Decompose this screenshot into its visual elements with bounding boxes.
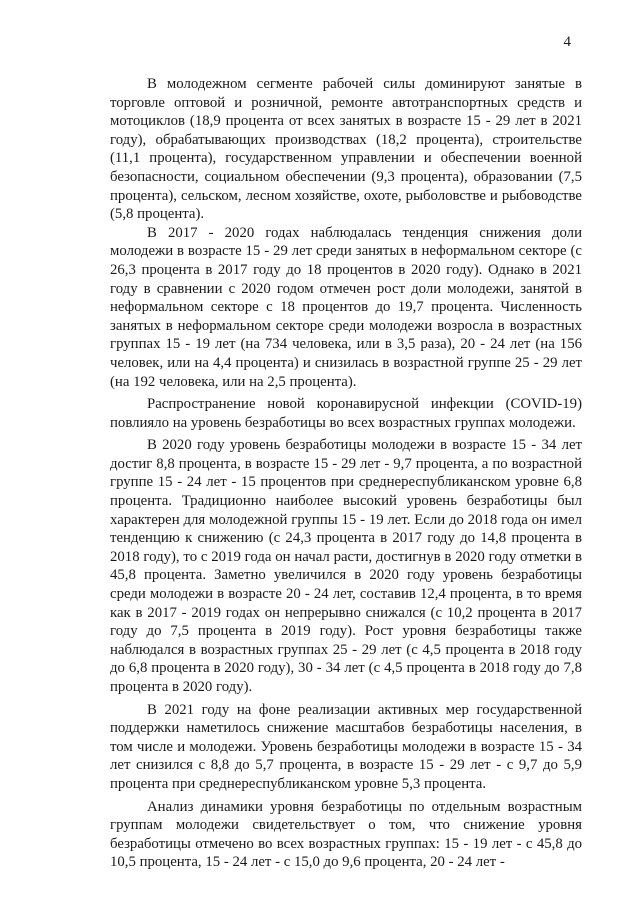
paragraph-unemployment-2020: В 2020 году уровень безработицы молодежи в возрасте 15 - 34 лет достиг 8,8 процента, в возрасте 15 - 29 лет - 9,7 процента, а по возрастной группе 15 - 24 лет - 15 процентов при среднереспубликанском уровне 6,8 процента. Традиционно наиболее высокий уровень безработицы был характерен для молодежной группы 15 - 19 лет. Если до 2018 года он имел тенденцию к снижению (с 24,3 процента в 2017 году до 14,8 процента в 2018 году), то с 2019 года он начал расти, достигнув в 2020 году отметки в 45,8 процента. Заметно увеличился в 2020 году уровень безработицы среди молодежи в возрасте 20 - 24 лет, составив 12,4 процента, в то время как в 2017 - 2019 годах он непрерывно снижался (с 10,2 процента в 2017 году до 7,5 процента в 2019 году). Рост уровня безработицы также наблюдался в возрастных группах 25 - 29 лет (с 4,5 процента в 2018 году до 6,8 процента в 2020 году), 30 - 34 лет (с 4,5 процента в 2018 году до 7,8 процента в 2020 году).	[110, 437, 582, 695]
paragraph-informal-sector: В 2017 - 2020 годах наблюдалась тенденция снижения доли молодежи в возрасте 15 - 29 лет среди занятых в неформальном секторе (с 26,3 процента в 2017 году до 18 процентов в 2020 году). Однако в 2021 году в сравнении с 2020 годом отмечен рост доли молодежи, занятой в неформальном секторе с 18 процентов до 19,7 процента. Численность занятых в неформальном секторе среди молодежи возросла в возрастных группах 15 - 19 лет (на 734 человека, или в 3,5 раза), 20 - 24 лет (на 156 человек, или на 4,4 процента) и снизилась в возрастной группе 25 - 29 лет (на 192 человека, или на 2,5 процента).	[110, 224, 582, 390]
paragraph-youth-employment-sectors: В молодежном сегменте рабочей силы доминируют занятые в торговле оптовой и розничной, ремонте автотранспортных средств и мотоциклов (18,9 процента от всех занятых в возрасте 15 - 29 лет в 2021 году), обрабатывающих производствах (18,2 процента), строительстве (11,1 процента), государственном управлении и обеспечении военной безопасности, социальном обеспечении (9,3 процента), образовании (7,5 процента), сельском, лесном хозяйстве, охоте, рыболовстве и рыбоводстве (5,8 процента).	[110, 76, 582, 223]
document-body	[110, 75, 582, 872]
page-number: 4	[563, 34, 571, 50]
paragraph-age-group-analysis: Анализ динамики уровня безработицы по отдельным возрастным группам молодежи свидетельствует о том, что снижение уровня безработицы отмечено во всех возрастных группах: 15 - 19 лет - с 45,8 до 10,5 процента, 15 - 24 лет - с 15,0 до 9,6 процента, 20 - 24 лет -	[110, 798, 582, 871]
paragraph-unemployment-2021: В 2021 году на фоне реализации активных мер государственной поддержки наметилось снижение масштабов безработицы населения, в том числе и молодежи. Уровень безработицы молодежи в возрасте 15 - 34 лет снизился с 8,8 до 5,7 процента, в возрасте 15 - 29 лет - с 9,7 до 5,9 процента при среднереспубликанском уровне 5,3 процента.	[110, 701, 582, 792]
paragraph-covid-impact: Распространение новой коронавирусной инфекции (COVID-19) повлияло на уровень безработицы во всех возрастных группах молодежи.	[110, 396, 582, 431]
